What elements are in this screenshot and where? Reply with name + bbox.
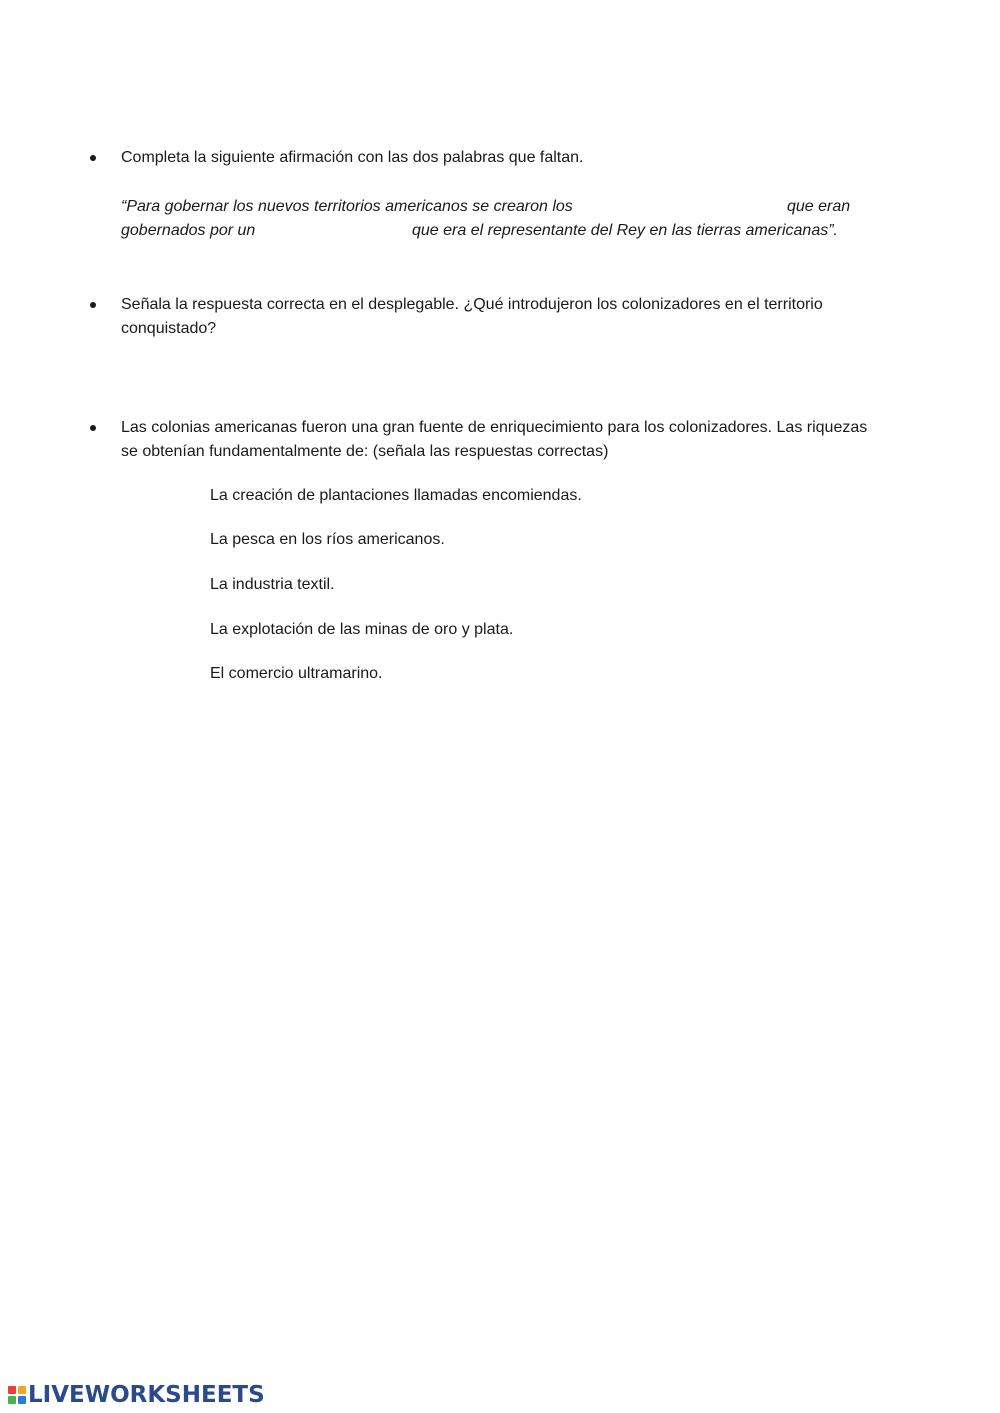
option-item: La explotación de las minas de oro y plata. (210, 621, 514, 638)
quote-line-1-end: que eran (787, 198, 851, 215)
question-3-prompt (121, 416, 930, 464)
question-2 (90, 293, 920, 341)
quote-line-2 (121, 219, 881, 243)
logo-block (18, 1396, 26, 1404)
bullet-icon (90, 425, 96, 431)
question-3 (90, 416, 930, 464)
question-1-quote (121, 195, 881, 243)
logo-block (8, 1396, 16, 1404)
question-2-prompt-line-1: Señala la respuesta correcta en el desplegable. ¿Qué introdujeron los colonizadores en el territorio (121, 296, 823, 313)
question-1 (90, 146, 920, 170)
bullet-icon (90, 155, 96, 161)
logo-text: LIVEWORKSHEETS (28, 1382, 265, 1408)
question-2-prompt (121, 293, 920, 341)
question-1-prompt: Completa la siguiente afirmación con las dos palabras que faltan. (121, 149, 584, 166)
quote-line-2-start: gobernados por un (121, 222, 256, 239)
question-3-prompt-line-2: se obtenían fundamentalmente de: (señala las respuestas correctas) (121, 443, 609, 460)
logo-block (18, 1386, 26, 1394)
question-3-prompt-line-1: Las colonias americanas fueron una gran fuente de enriquecimiento para los colonizadores. Las riquezas (121, 419, 868, 436)
liveworksheets-logo-icon (8, 1386, 26, 1404)
bullet-icon (90, 302, 96, 308)
liveworksheets-logo (8, 1382, 265, 1408)
quote-line-1-start: “Para gobernar los nuevos territorios americanos se crearon los (121, 198, 573, 215)
logo-block (8, 1386, 16, 1394)
option-item: El comercio ultramarino. (210, 665, 383, 682)
option-item: La creación de plantaciones llamadas encomiendas. (210, 487, 582, 504)
question-2-prompt-line-2: conquistado? (121, 320, 217, 337)
quote-line-2-end: que era el representante del Rey en las tierras americanas”. (412, 222, 838, 239)
option-item: La industria textil. (210, 576, 335, 593)
option-item: La pesca en los ríos americanos. (210, 531, 445, 548)
quote-line-1 (121, 195, 881, 219)
